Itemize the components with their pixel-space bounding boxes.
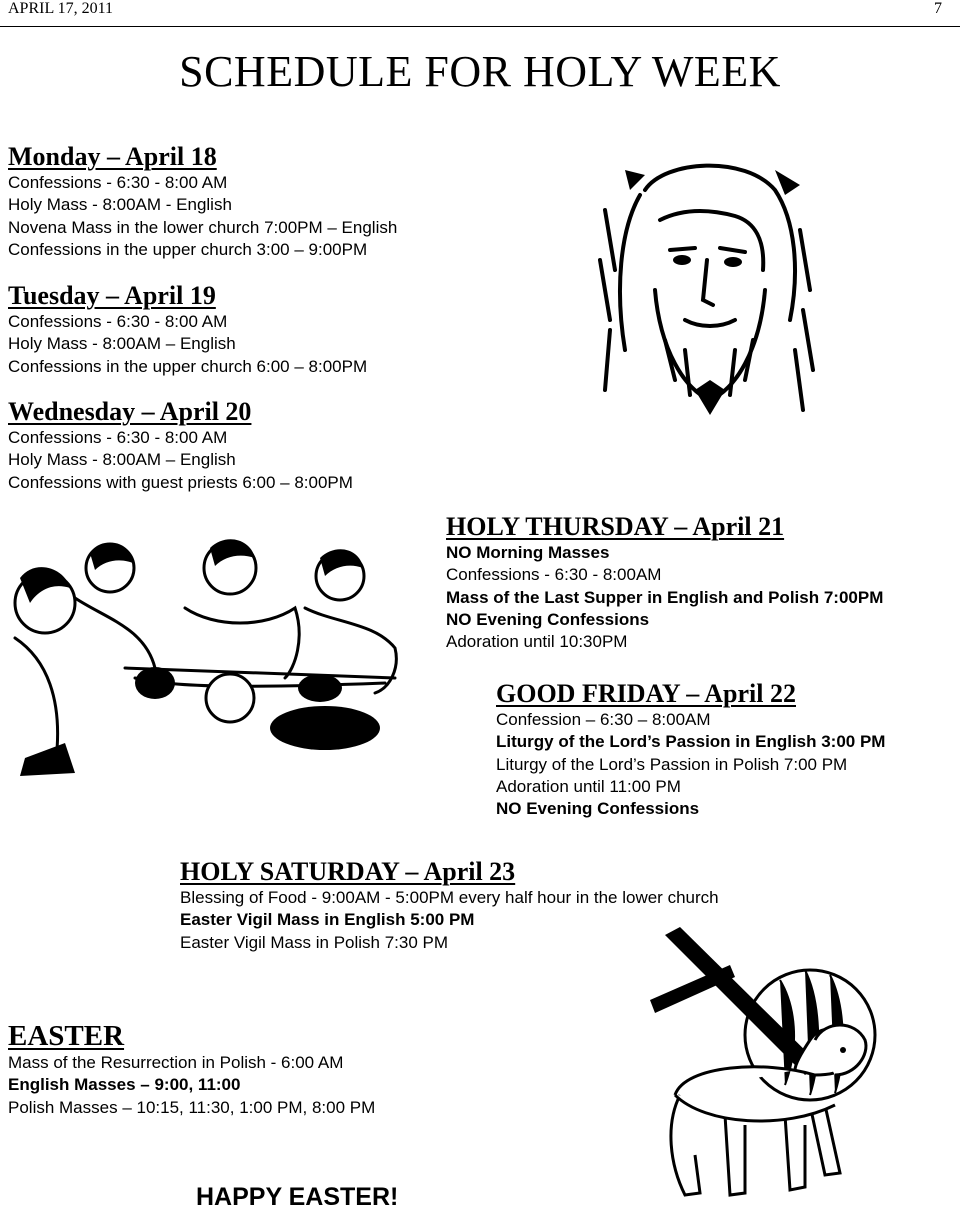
holy-thursday-heading: HOLY THURSDAY – April 21 [446,512,785,541]
easter-section [8,1020,375,1119]
holy-saturday-heading: HOLY SATURDAY – April 23 [180,857,516,886]
page-title: SCHEDULE FOR HOLY WEEK [179,47,781,96]
easter-heading: EASTER [8,1020,125,1052]
schedule-line: Holy Mass - 8:00AM - English [8,195,232,215]
schedule-line: Adoration until 11:00 PM [496,776,681,796]
last-supper-illustration [5,528,405,778]
monday-heading: Monday – April 18 [8,142,217,171]
schedule-line: Easter Vigil Mass in Polish 7:30 PM [180,932,449,952]
schedule-line: Holy Mass - 8:00AM – English [8,334,236,354]
bread-shape [206,674,254,722]
schedule-line: Confessions - 6:30 - 8:00AM [446,565,662,585]
schedule-line: Liturgy of the Lord’s Passion in English 3:00 PM [496,732,886,752]
issue-date: APRIL 17, 2011 [8,0,114,17]
monday-section [8,142,397,261]
wednesday-section [8,397,353,494]
schedule-line: Adoration until 10:30PM [446,632,628,652]
schedule-line: Holy Mass - 8:00AM – English [8,450,236,470]
page-header [0,0,960,27]
schedule-line: Easter Vigil Mass in English 5:00 PM [180,910,475,930]
cross-and-lamb-illustration [645,925,885,1215]
schedule-line: Confessions - 6:30 - 8:00 AM [8,312,228,331]
schedule-line: Blessing of Food - 9:00AM - 5:00PM every half hour in the lower church [180,888,719,907]
schedule-line: Mass of the Last Supper in English and Polish 7:00PM [446,587,884,607]
schedule-line: Novena Mass in the lower church 7:00PM – English [8,217,398,237]
good-friday-heading: GOOD FRIDAY – April 22 [496,679,796,708]
page-number: 7 [934,0,942,17]
schedule-line: Polish Masses – 10:15, 11:30, 1:00 PM, 8:00 PM [8,1097,376,1117]
schedule-line: NO Evening Confessions [446,609,650,629]
schedule-line: English Masses – 9:00, 11:00 [8,1075,241,1095]
happy-easter-text: HAPPY EASTER! [196,1183,399,1211]
schedule-line: Confessions with guest priests 6:00 – 8:00PM [8,472,353,492]
schedule-line: Mass of the Resurrection in Polish - 6:00 AM [8,1053,344,1072]
holy-saturday-section [180,857,719,954]
tuesday-heading: Tuesday – April 19 [8,281,216,310]
schedule-line: NO Evening Confessions [496,799,700,819]
tuesday-section [8,281,367,378]
schedule-line: Confession – 6:30 – 8:00AM [496,710,711,729]
wednesday-heading: Wednesday – April 20 [8,397,252,426]
holy-thursday-section [446,512,883,653]
jesus-face-illustration [585,150,825,430]
schedule-line: Confessions - 6:30 - 8:00 AM [8,173,228,192]
schedule-line: Liturgy of the Lord’s Passion in Polish 7:00 PM [496,754,848,774]
schedule-line: Confessions in the upper church 6:00 – 8:00PM [8,356,368,376]
schedule-line: Confessions in the upper church 3:00 – 9:00PM [8,239,368,259]
schedule-line: NO Morning Masses [446,543,610,562]
good-friday-section [496,679,885,820]
schedule-line: Confessions - 6:30 - 8:00 AM [8,428,228,447]
